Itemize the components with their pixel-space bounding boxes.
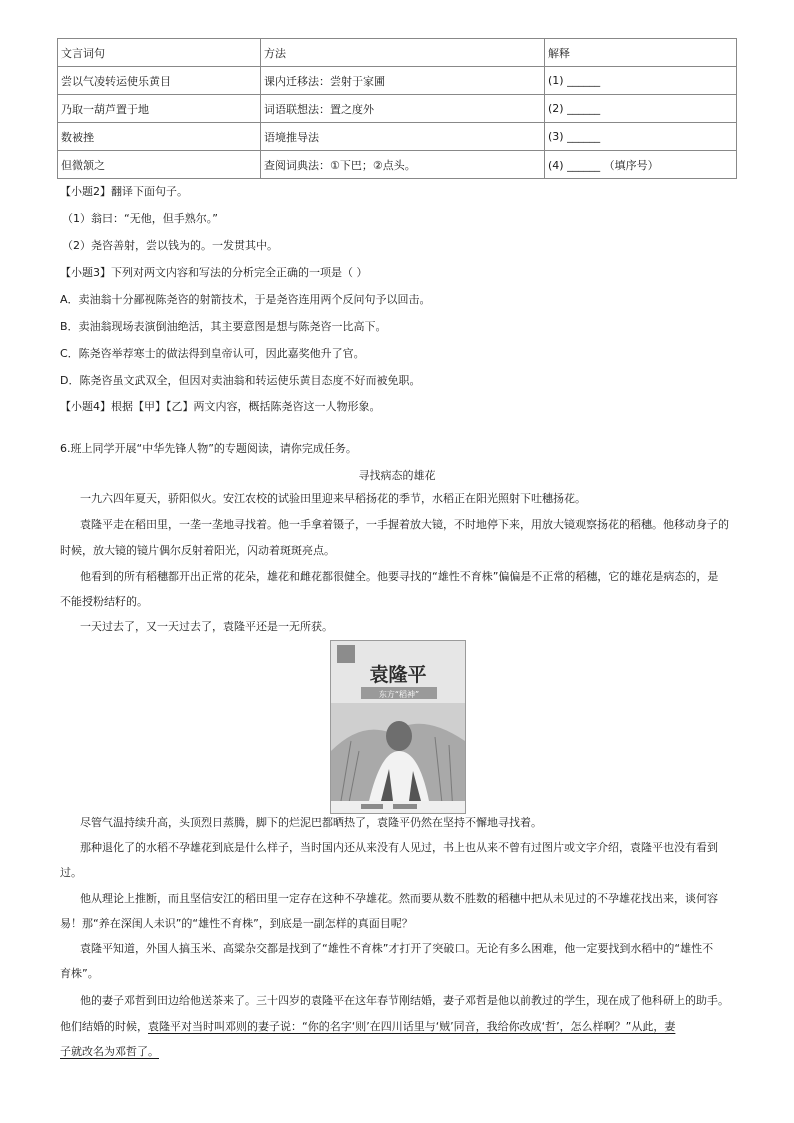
paragraph-2-line-2: 时候，放大镜的镜片偶尔反射着阳光，闪动着斑斑亮点。 — [60, 544, 335, 557]
option-b: B．卖油翁现场表演倒油绝活，其主要意图是想与陈尧咨一比高下。 — [60, 320, 387, 333]
question-4-heading: 【小题4】根据【甲】【乙】两文内容，概括陈尧咨这一人物形象。 — [60, 400, 381, 413]
table-cell: 乃取一葫芦置于地 — [58, 95, 261, 123]
paragraph-3-line-1: 他看到的所有稻穗都开出正常的花朵，雄花和雌花都很健全。他要寻找的“雄性不育株”偏偏是不正常的稻穗，它的雄花是病态的，是 — [80, 570, 719, 583]
paragraph-9-line-3: 子就改名为邓哲了。 — [60, 1045, 159, 1058]
table-header-row — [58, 39, 737, 67]
question-2-heading: 【小题2】翻译下面句子。 — [60, 185, 188, 198]
table-header-cell: 文言词句 — [58, 39, 261, 67]
book-subtitle-text: 东方“稻神” — [378, 690, 420, 699]
paragraph-6-line-2: 过。 — [60, 866, 82, 879]
table-row — [58, 123, 737, 151]
paragraph-9-underlined-text: 袁隆平对当时叫邓则的妻子说：“你的名字‘则’在四川话里与‘贼’同音，我给你改成‘哲’，怎么样啊？”从此，妻 — [148, 1020, 676, 1033]
table-row — [58, 151, 737, 179]
paragraph-8-line-2: 育株”。 — [60, 967, 99, 980]
book-cover-photo — [331, 641, 465, 813]
paragraph-9-line-1: 他的妻子邓哲到田边给他送茶来了。三十四岁的袁隆平在这年春节刚结婚，妻子邓哲是他以前教过的学生，现在成了他科研上的助手。 — [80, 994, 729, 1007]
paragraph-3-line-2: 不能授粉结籽的。 — [60, 595, 148, 608]
book-title-text: 袁隆平 — [369, 664, 427, 686]
vocab-table — [57, 38, 737, 179]
table-cell: (3) ______ — [545, 123, 737, 151]
book-cover-image — [330, 640, 466, 814]
table-header-cell: 解释 — [545, 39, 737, 67]
table-cell: 查阅词典法：①下巴；②点头。 — [261, 151, 545, 179]
table-row — [58, 67, 737, 95]
paragraph-2-line-1: 袁隆平走在稻田里，一垄一垄地寻找着。他一手拿着镊子，一手握着放大镜，不时地停下来，用放大镜观察扬花的稻穗。他移动身子的 — [80, 518, 729, 531]
paragraph-8-line-1: 袁隆平知道，外国人搞玉米、高粱杂交都是找到了“雄性不育株”才打开了突破口。无论有多么困难，他一定要找到水稻中的“雄性不 — [80, 942, 714, 955]
table-cell: 词语联想法：置之度外 — [261, 95, 545, 123]
paragraph-9-line-2 — [60, 1014, 675, 1040]
table-cell: (1) ______ — [545, 67, 737, 95]
option-a: A．卖油翁十分鄙视陈尧咨的射箭技术，于是尧咨连用两个反问句予以回击。 — [60, 293, 431, 306]
table-cell: 但微颔之 — [58, 151, 261, 179]
question-2-item-1: （1）翁曰：“无他，但手熟尔。” — [62, 212, 218, 225]
table-row — [58, 95, 737, 123]
section-6-intro: 6.班上同学开展“中华先锋人物”的专题阅读，请你完成任务。 — [60, 442, 357, 455]
paragraph-1: 一九六四年夏天，骄阳似火。安江农校的试验田里迎来早稻扬花的季节，水稻正在阳光照射下吐穗扬花。 — [80, 492, 586, 505]
paragraph-4: 一天过去了，又一天过去了，袁隆平还是一无所获。 — [80, 620, 333, 633]
paragraph-7-line-2: 易！那“养在深闺人未识”的“雄性不育株”，到底是一副怎样的真面目呢？ — [60, 917, 413, 930]
table-header-cell: 方法 — [261, 39, 545, 67]
table-cell: (4) ______ （填序号） — [545, 151, 737, 179]
table-cell: (2) ______ — [545, 95, 737, 123]
paragraph-7-line-1: 他从理论上推断，而且坚信安江的稻田里一定存在这种不孕雄花。然而要从数不胜数的稻穗中把从未见过的不孕雄花找出来，谈何容 — [80, 892, 718, 905]
option-c: C．陈尧咨举荐寒士的做法得到皇帝认可，因此嘉奖他升了官。 — [60, 347, 365, 360]
option-d: D．陈尧咨虽文武双全，但因对卖油翁和转运使乐黄目态度不好而被免职。 — [60, 374, 421, 387]
table-cell: 语境推导法 — [261, 123, 545, 151]
question-3-heading: 【小题3】下列对两文内容和写法的分析完全正确的一项是（ ） — [60, 266, 368, 279]
paragraph-5: 尽管气温持续升高，头顶烈日蒸腾，脚下的烂泥巴都晒热了，袁隆平仍然在坚持不懈地寻找着。 — [80, 816, 542, 829]
question-2-item-2: （2）尧咨善射，尝以钱为的。一发贯其中。 — [62, 239, 278, 252]
table-cell: 数被挫 — [58, 123, 261, 151]
paragraph-9-plain-text: 他们结婚的时候， — [60, 1020, 148, 1033]
article-title: 寻找病态的雄花 — [358, 469, 436, 482]
table-cell: 课内迁移法：尝射于家圃 — [261, 67, 545, 95]
paragraph-6-line-1: 那种退化了的水稻不孕雄花到底是什么样子，当时国内还从来没有人见过，书上也从来不曾有过图片或文字介绍，袁隆平也没有看到 — [80, 841, 718, 854]
table-cell: 尝以气凌转运使乐黄目 — [58, 67, 261, 95]
